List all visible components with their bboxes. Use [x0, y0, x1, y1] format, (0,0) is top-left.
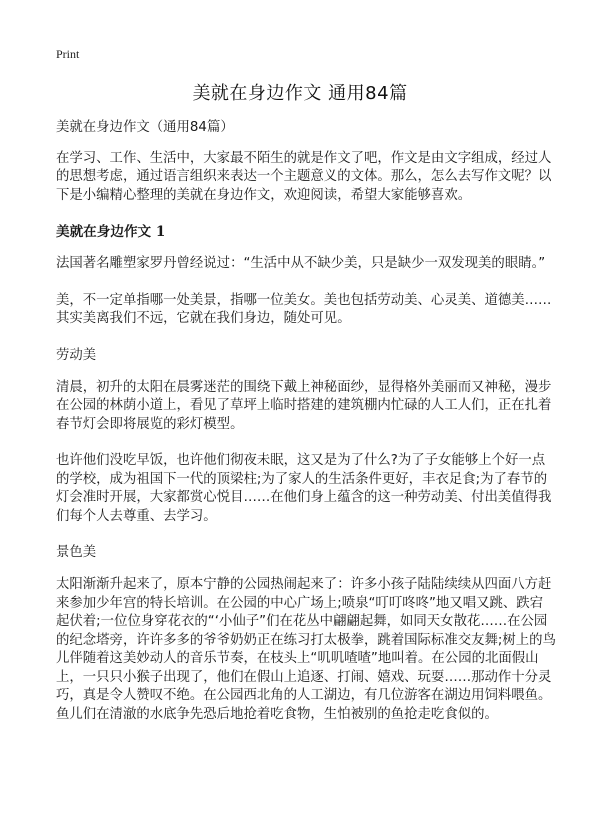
subheading-labor: 劳动美	[56, 347, 97, 363]
subheading-scenery: 景色美	[56, 545, 97, 560]
intro-paragraph: 在学习、工作、生活中，大家最不陌生的就是作文了吧，作文是由文字组成，经过人的思想考虑，通过语言组织来表达一个主题意义的文体。那么，怎么去写作文呢？以下是小编精心整理的美就在身边作文，欢迎阅读，希望大家能够喜欢。	[56, 150, 552, 203]
quote-paragraph: 法国著名雕塑家罗丹曾经说过：“生活中从不缺少美，只是缺少一双发现美的眼睛。”	[56, 256, 546, 271]
document-subtitle: 美就在身边作文（通用84篇）	[56, 120, 234, 135]
document-body	[56, 119, 556, 724]
document-title: 美就在身边作文 通用84篇	[192, 83, 408, 104]
section-heading: 美就在身边作文 1	[56, 224, 166, 240]
paragraph: 太阳渐渐升起来了，原本宁静的公园热闹起来了：许多小孩子陆陆续续从四面八方赶来参加少年宫的特长培训。在公园的中心广场上;喷泉“叮叮咚咚”地又唱又跳、跌宕起伏着;一位位身穿花衣的“‘小仙子”们在花丛中翩翩起舞，如同天女散花……在公园的纪念塔旁，许许多多的爷爷奶奶正在练习打太极拳，跳着国际标准交友舞;树上的鸟儿伴随着这美妙动人的音乐节奏，在枝头上“叽叽喳喳”地叫着。在公园的北面假山上，一只只小猴子出现了，他们在假山上追逐、打闹、嬉戏、玩耍……那动作十分灵巧，真是令人赞叹不绝。在公园西北角的人工湖边，有几位游客在湖边用饲料喂鱼。鱼儿们在清澈的水底争先恐后地抢着吃食物，生怕被别的鱼抢走吃食似的。	[56, 577, 556, 722]
paragraph: 也许他们没吃早饭，也许他们彻夜未眠，这又是为了什么?为了子女能够上个好一点的学校，成为祖国下一代的顶梁柱;为了家人的生活条件更好，丰衣足食;为了春节的灯会准时开展，大家都赏心悦目……在他们身上蕴含的这一种劳动美、付出美值得我们每个人去尊重、去学习。	[56, 453, 552, 524]
print-link[interactable]: Print	[56, 47, 80, 61]
paragraph: 美，不一定单指哪一处美景，指哪一位美女。美也包括劳动美、心灵美、道德美……其实美离我们不远，它就在我们身边，随处可见。	[56, 292, 552, 326]
paragraph: 清晨，初升的太阳在晨雾迷茫的围绕下戴上神秘面纱，显得格外美丽而又神秘，漫步在公园的林荫小道上，看见了草坪上临时搭建的建筑棚内忙碌的人工人们，正在扎着春节灯会即将展览的彩灯模型。	[56, 379, 552, 432]
